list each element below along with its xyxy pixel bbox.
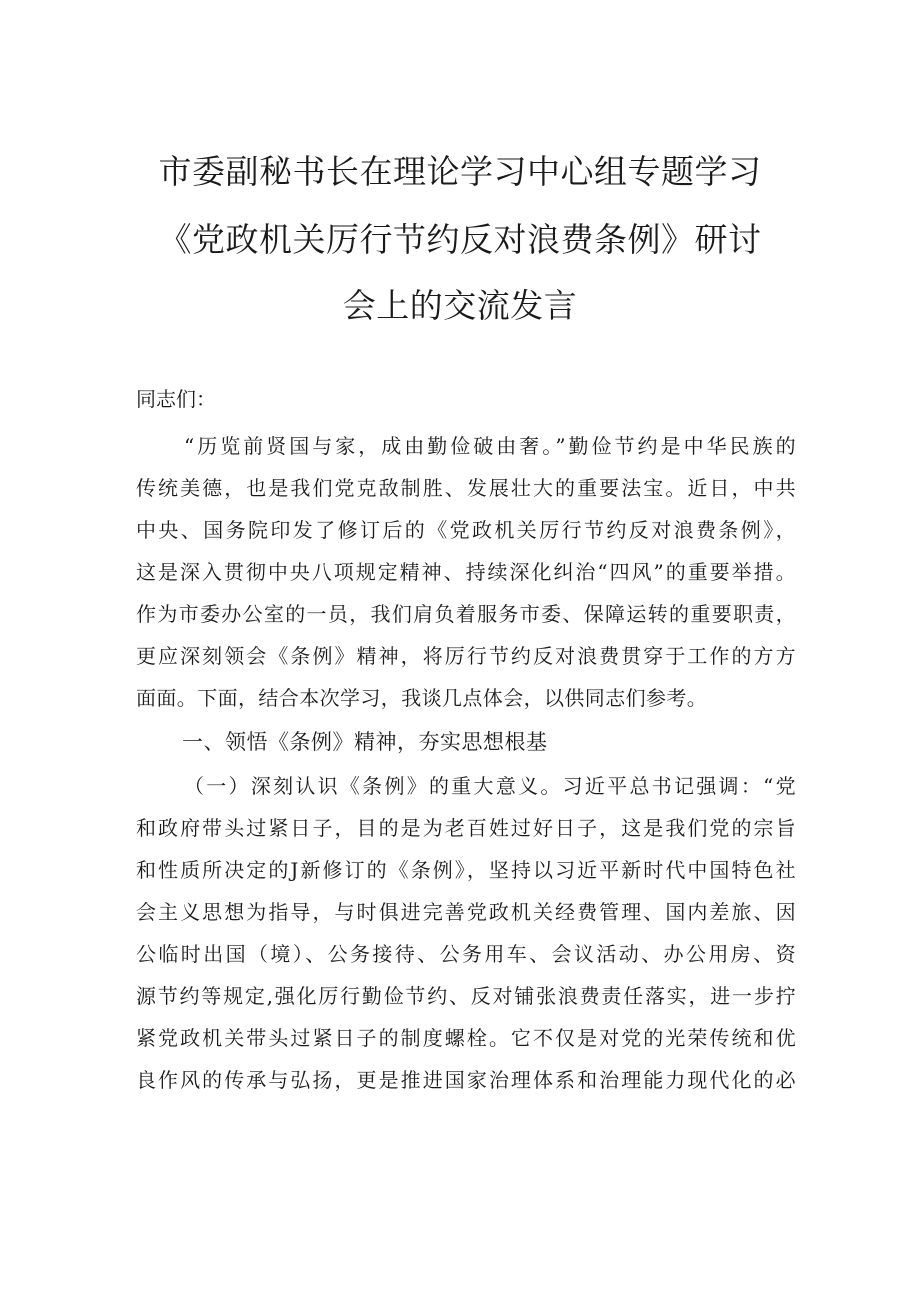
- paragraph-2-line: 公临时出国（境）、公务接待、公务用车、会议活动、办公用房、资: [136, 942, 796, 966]
- paragraph-2-line: 源节约等规定,强化厉行勤俭节约、反对铺张浪费责任落实，进一步拧: [136, 984, 796, 1008]
- section-heading-1: 一、领悟《条例》精神，夯实思想根基: [182, 730, 548, 754]
- paragraph-1-line: 这是深入贯彻中央八项规定精神、持续深化纠治“四风”的重要举措。: [136, 560, 796, 584]
- paragraph-1-line: 中央、国务院印发了修订后的《党政机关厉行节约反对浪费条例》，: [136, 518, 796, 542]
- document-title-line-3: 会上的交流发言: [342, 286, 578, 325]
- paragraph-1-line: 作为市委办公室的一员，我们肩负着服务市委、保障运转的重要职责，: [136, 602, 796, 626]
- paragraph-1-line: 传统美德，也是我们党克敌制胜、发展壮大的重要法宝。近日，中共: [136, 476, 796, 500]
- paragraph-2: [136, 765, 796, 1101]
- paragraph-1: [136, 425, 796, 719]
- paragraph-2-line: （一）深刻认识《条例》的重大意义。习近平总书记强调：“党: [184, 774, 796, 798]
- salutation: 同志们：: [136, 387, 216, 411]
- paragraph-2-line: 良作风的传承与弘扬，更是推进国家治理体系和治理能力现代化的必: [136, 1068, 796, 1092]
- paragraph-2-line: 和政府带头过紧日子，目的是为老百姓过好日子，这是我们党的宗旨: [136, 816, 796, 840]
- paragraph-1-line: “历览前贤国与家，成由勤俭破由奢。”勤俭节约是中华民族的: [184, 434, 796, 458]
- paragraph-2-line: 会主义思想为指导，与时俱进完善党政机关经费管理、国内差旅、因: [136, 900, 796, 924]
- paragraph-1-line: 更应深刻领会《条例》精神，将厉行节约反对浪费贯穿于工作的方方: [136, 644, 796, 668]
- document-title-line-2: 《党政机关厉行节约反对浪费条例》研讨: [158, 220, 762, 259]
- paragraph-2-line: 和性质所决定的J新修订的《条例》，坚持以习近平新时代中国特色社: [136, 858, 796, 882]
- paragraph-1-line: 面面。下面，结合本次学习，我谈几点体会，以供同志们参考。: [136, 686, 708, 710]
- paragraph-2-line: 紧党政机关带头过紧日子的制度螺栓。它不仅是对党的光荣传统和优: [136, 1026, 796, 1050]
- document-title-line-1: 市委副秘书长在理论学习中心组专题学习: [158, 152, 762, 191]
